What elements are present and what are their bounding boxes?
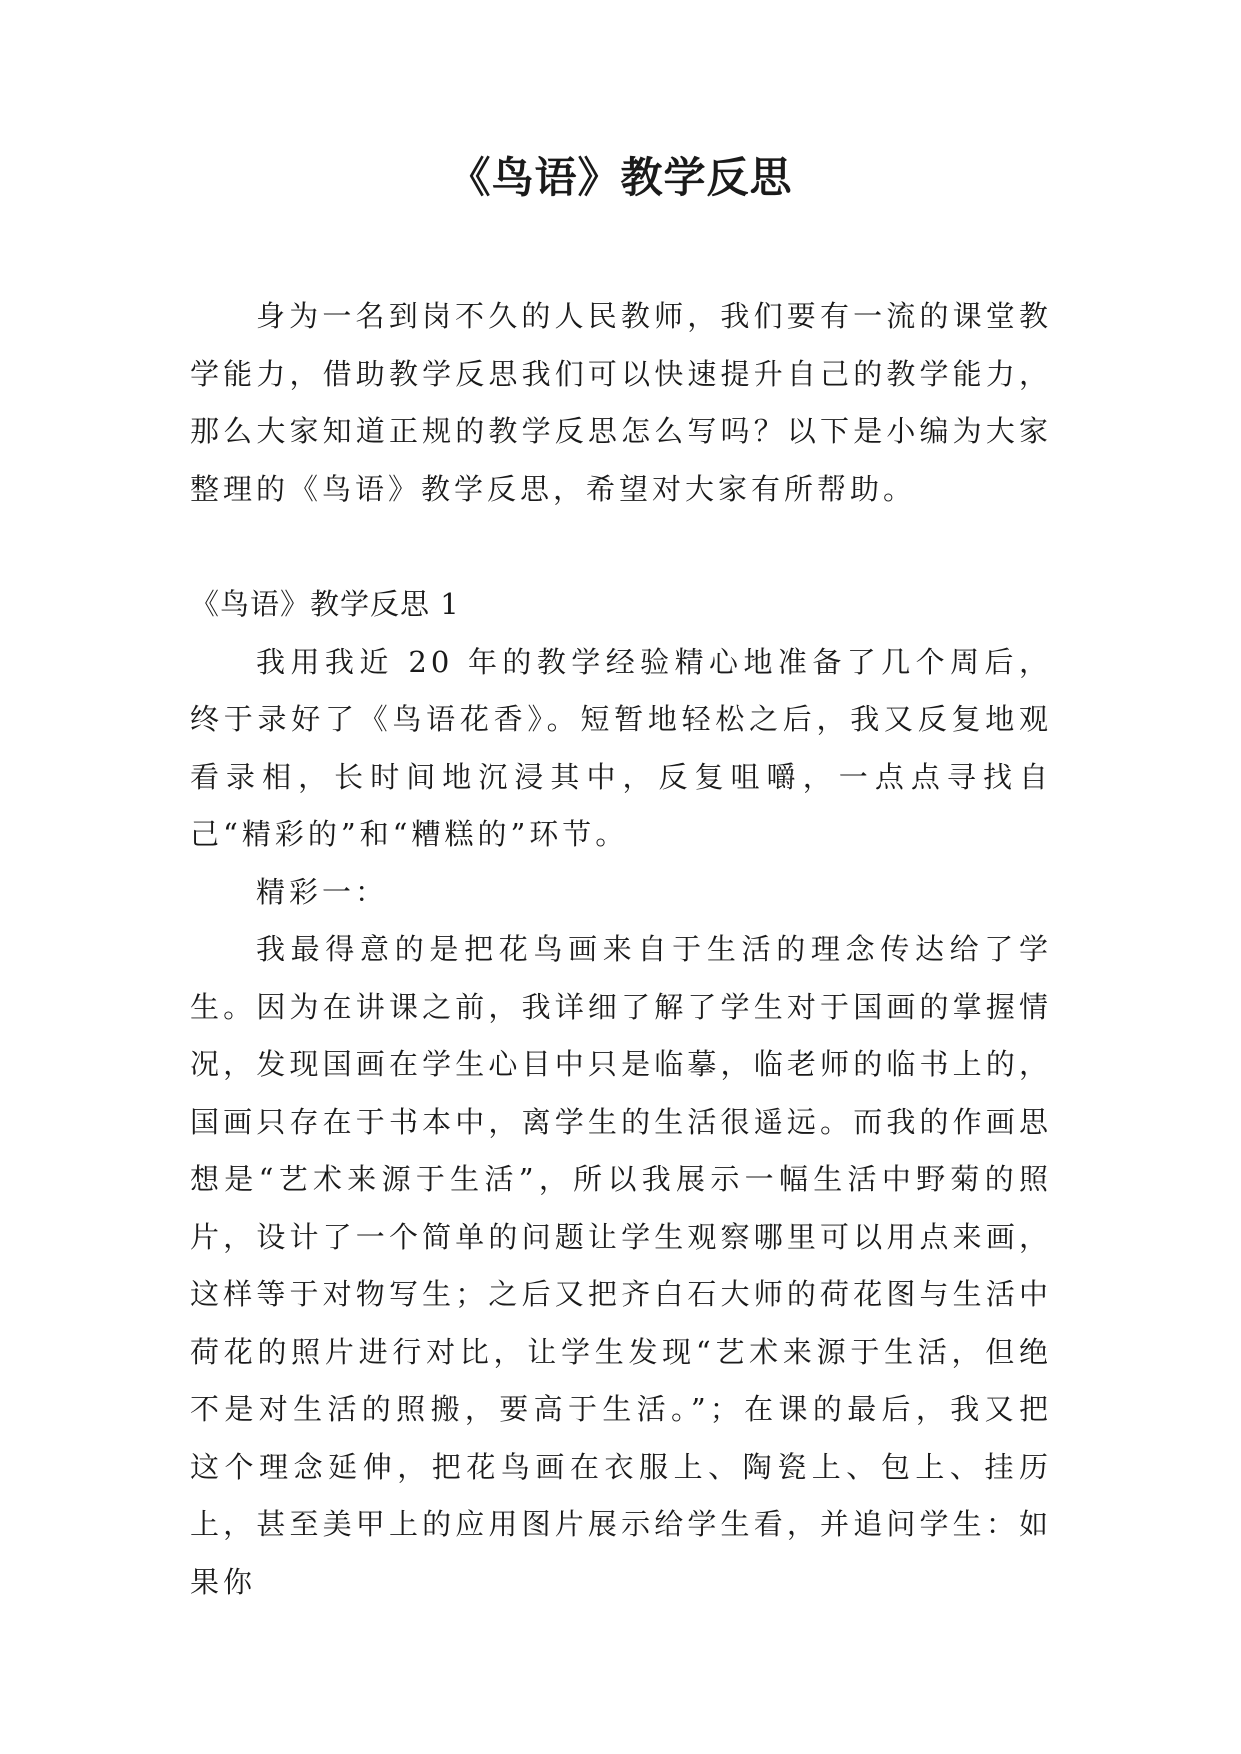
subheading: 精彩一： xyxy=(256,874,389,909)
document-body xyxy=(190,288,1052,1611)
body-paragraph: 我最得意的是把花鸟画来自于生活的理念传达给了学生。因为在讲课之前，我详细了解了学生对于国画的掌握情况，发现国画在学生心目中只是临摹，临老师的临书上的，国画只存在于书本中，离学生的生活很遥远。而我的作画思想是“艺术来源于生活”，所以我展示一幅生活中野菊的照片，设计了一个简单的问题让学生观察哪里可以用点来画，这样等于对物写生；之后又把齐白石大师的荷花图与生活中荷花的照片进行对比，让学生发现“艺术来源于生活，但绝不是对生活的照搬，要高于生活。”；在课的最后，我又把这个理念延伸，把花鸟画在衣服上、陶瓷上、包上、挂历上，甚至美甲上的应用图片展示给学生看，并追问学生：如果你 xyxy=(190,932,1052,1599)
intro-paragraph: 身为一名到岗不久的人民教师，我们要有一流的课堂教学能力，借助教学反思我们可以快速提升自己的教学能力，那么大家知道正规的教学反思怎么写吗？以下是小编为大家整理的《鸟语》教学反思，希望对大家有所帮助。 xyxy=(190,299,1052,506)
section-heading: 《鸟语》教学反思 1 xyxy=(190,587,460,621)
document-title: 《鸟语》教学反思 xyxy=(448,153,793,202)
body-paragraph: 我用我近 20 年的教学经验精心地准备了几个周后，终于录好了《鸟语花香》。短暂地轻松之后，我又反复地观看录相，长时间地沉浸其中，反复咀嚼，一点点寻找自己“精彩的”和“糟糕的”环节。 xyxy=(190,644,1052,851)
